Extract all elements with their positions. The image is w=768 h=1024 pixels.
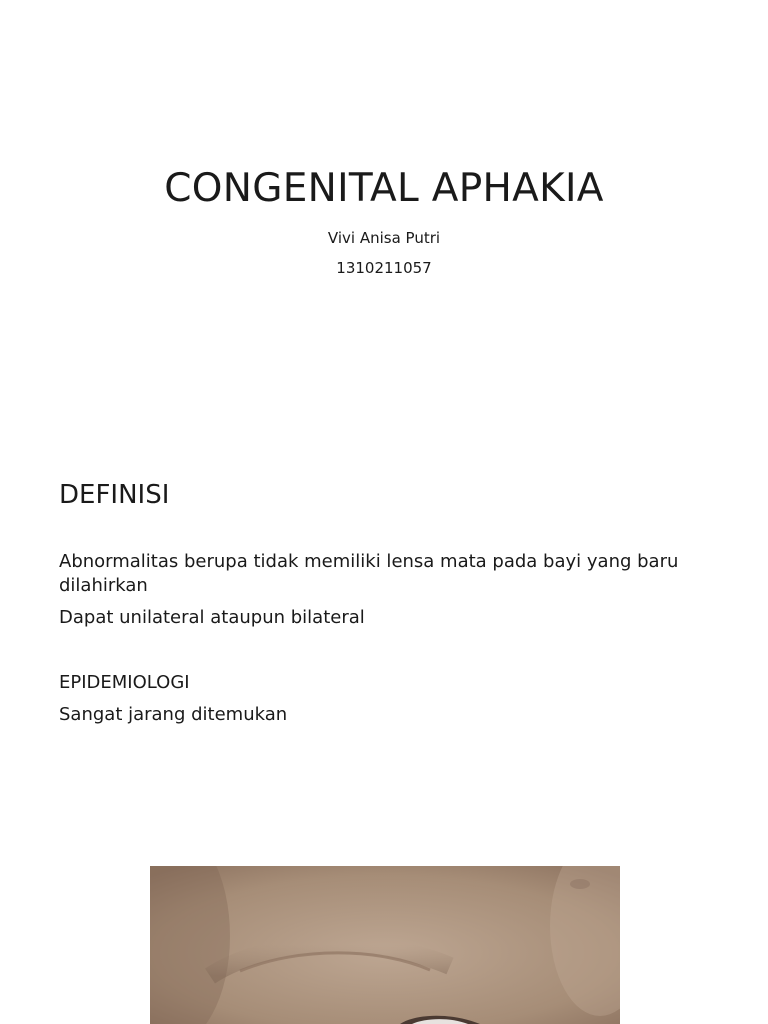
section-heading: DEFINISI	[59, 480, 170, 510]
infant-eye-illustration	[150, 866, 620, 1024]
definition-paragraph: Abnormalitas berupa tidak memiliki lensa mata pada bayi yang baru dilahirkan	[59, 551, 679, 596]
epidemiology-label: EPIDEMIOLOGI	[59, 672, 190, 693]
infant-eye-photo	[150, 866, 620, 1024]
slide-title: CONGENITAL APHAKIA	[164, 166, 604, 211]
laterality-paragraph: Dapat unilateral ataupun bilateral	[59, 607, 365, 628]
image-slide	[0, 866, 768, 1024]
student-id: 1310211057	[336, 259, 432, 277]
epidemiology-paragraph: Sangat jarang ditemukan	[59, 704, 288, 725]
title-slide	[0, 0, 768, 432]
definition-slide	[0, 432, 768, 864]
author-name: Vivi Anisa Putri	[327, 229, 441, 247]
